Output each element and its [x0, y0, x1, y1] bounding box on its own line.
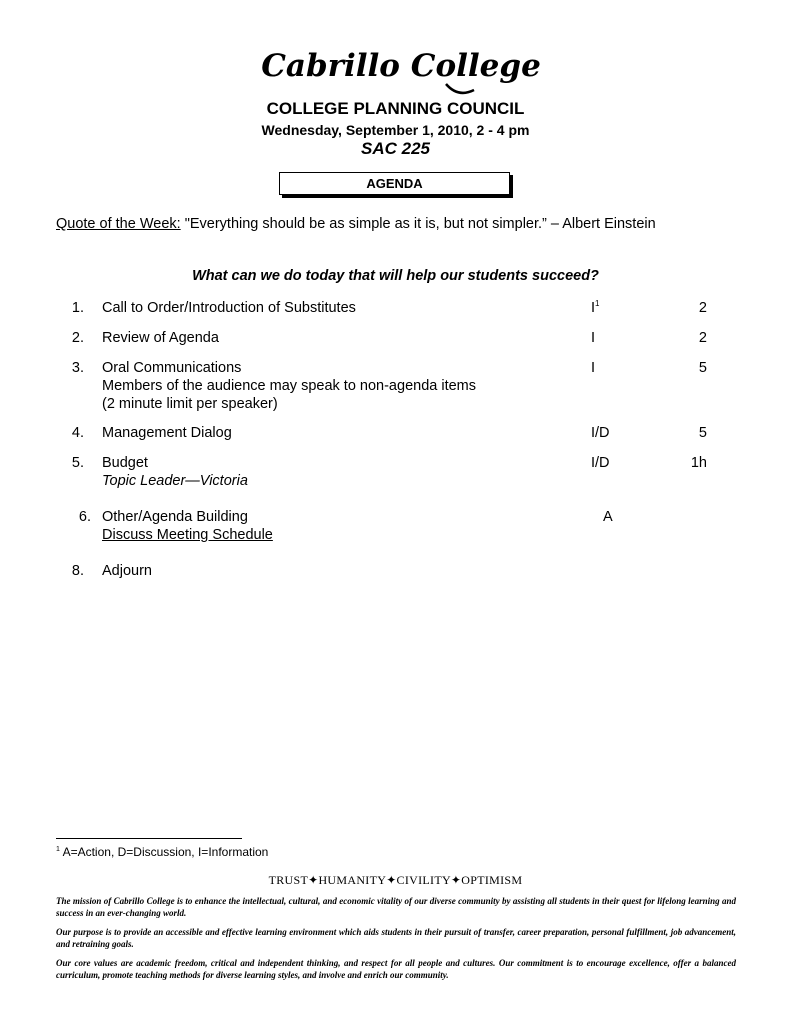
meeting-date: Wednesday, September 1, 2010, 2 - 4 pm	[261, 122, 530, 138]
item-number: 4.	[71, 425, 84, 441]
agenda-heading: AGENDA	[279, 172, 510, 195]
item-number: 2.	[71, 330, 84, 346]
item-number: 1.	[71, 300, 84, 316]
item-code: I/D	[591, 455, 610, 471]
item-time: 5	[698, 360, 707, 376]
footnote-mark: 1	[56, 846, 60, 853]
item-title: Oral Communications	[102, 360, 242, 376]
cabrillo-college-logo	[261, 40, 541, 104]
core-values-statement: Our core values are academic freedom, critical and independent thinking, and respect for all people and cultures. Our commitment is to encourage excellence, offer a balanced curriculum, promote teaching methods for diverse learning styles, and involve and enrich our community.	[56, 958, 736, 980]
meeting-room: SAC 225	[361, 139, 430, 158]
topic-leader: Topic Leader—Victoria	[102, 473, 248, 489]
footnote-text: A=Action, D=Discussion, I=Information	[59, 845, 269, 859]
item-title: Review of Agenda	[102, 330, 219, 346]
footnote	[56, 845, 268, 859]
item-title: Adjourn	[102, 563, 152, 579]
footnote-divider	[56, 838, 242, 839]
item-number: 6.	[78, 509, 91, 525]
item-title: Management Dialog	[102, 425, 232, 441]
item-title: Budget	[102, 455, 148, 471]
item-code: A	[603, 509, 613, 525]
quote-label: Quote of the Week:	[56, 216, 181, 232]
item-number: 5.	[71, 455, 84, 471]
item-number: 3.	[71, 360, 84, 376]
item-code: I/D	[591, 425, 610, 441]
quote-text: "Everything should be as simple as it is, but not simpler.” – Albert Einstein	[180, 216, 656, 232]
purpose-statement: Our purpose is to provide an accessible and effective learning environment which aids students in their pursuit of transfer, career preparation, personal fulfillment, job advancement, and retraining goals.	[56, 927, 736, 949]
mission-statement: The mission of Cabrillo College is to enhance the intellectual, cultural, and economic vitality of our diverse community by assisting all students in their quest for lifelong learning and success in an ever-changing world.	[56, 896, 736, 918]
item-subtopic: Discuss Meeting Schedule	[102, 527, 273, 543]
item-time: 2	[698, 300, 707, 316]
svg-text:Cabrillo College: Cabrillo College	[261, 48, 541, 84]
council-title: COLLEGE PLANNING COUNCIL	[266, 99, 525, 118]
guiding-question: What can we do today that will help our students succeed?	[192, 268, 599, 284]
item-time: 2	[698, 330, 707, 346]
item-description: Members of the audience may speak to non-agenda items	[102, 378, 476, 394]
item-code: I	[591, 330, 596, 346]
item-code: I	[591, 360, 596, 376]
college-values: TRUST✦HUMANITY✦CIVILITY✦OPTIMISM	[268, 873, 523, 887]
item-description-2: (2 minute limit per speaker)	[102, 396, 278, 412]
item-code: $I^1$	[591, 299, 600, 316]
quote-of-week	[56, 216, 656, 232]
footnote-ref: 1	[595, 299, 600, 309]
item-number: 8.	[71, 563, 84, 579]
item-time: 1h	[690, 455, 707, 471]
item-time: 5	[698, 425, 707, 441]
item-title: Call to Order/Introduction of Substitutes	[102, 300, 356, 316]
item-title: Other/Agenda Building	[102, 509, 248, 525]
